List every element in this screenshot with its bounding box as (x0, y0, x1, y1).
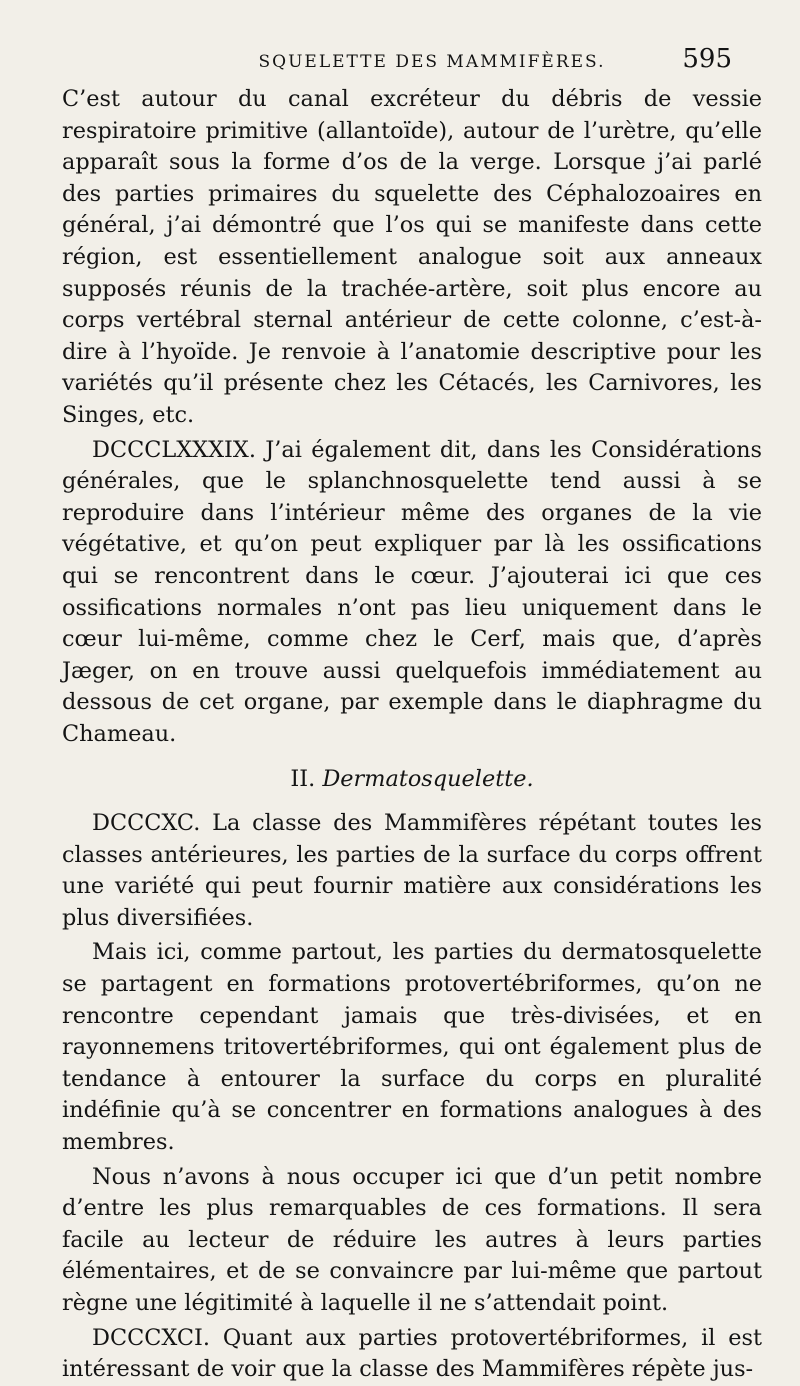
paragraph-dccclxxxix: DCCCLXXXIX. J’ai également dit, dans les Considérations générales, que le splanchnosquelette tend aussi à se reproduire dans l’intérieur même des organes de la vie végétative, et qu’on peut expliquer par là les ossifications qui se rencontrent dans le cœur. J’ajouterai ici que ces ossifications normales n’ont pas lieu uniquement dans le cœur lui-même, comme chez le Cerf, mais que, d’après Jæger, on en trouve aussi quelquefois immédiatement au dessous de cet organe, par exemple dans le diaphragme du Chameau. (62, 436, 762, 747)
paragraph-mais-ici: Mais ici, comme partout, les parties du dermatosquelette se partagent en formations protovertébriformes, qu’on ne rencontre cependant jamais que très-divisées, et en rayonnemens tritovertébriformes, qui ont également plus de tendance à entourer la surface du corps en pluralité indéfinie qu’à se concentrer en formations analogues à des membres. (62, 939, 762, 1155)
paragraph-dcccxc: DCCCXC. La classe des Mammifères répétant toutes les classes antérieures, les parties de la surface du corps offrent une variété qui peut fournir matière aux considérations les plus diversifiées. (62, 810, 762, 931)
page-number: 595 (682, 44, 732, 74)
section-name: Dermatosquelette. (322, 766, 534, 793)
running-title: SQUELETTE DES MAMMIFÈRES. (258, 52, 606, 72)
paragraph-nous: Nous n’avons à nous occuper ici que d’un petit nombre d’entre les plus remarquables de ces formations. Il sera facile au lecteur de réduire les autres à leurs parties élémentaires, et de se convaincre par lui-même que partout règne une légitimité à laquelle il ne s’attendait point. (62, 1163, 762, 1316)
section-heading (62, 764, 762, 796)
section-number: II. (290, 766, 316, 793)
paragraph-dcccxci: DCCCXCI. Quant aux parties protovertébriformes, il est intéressant de voir que la classe des Mammifères répète jus- (62, 1324, 762, 1383)
paragraph-continuation: C’est autour du canal excréteur du débris de vessie respiratoire primitive (allantoïde), autour de l’urètre, qu’elle apparaît sous la forme d’os de la verge. Lorsque j’ai parlé des parties primaires du squelette des Céphalozoaires en général, j’ai démontré que l’os qui se manifeste dans cette région, est essentiellement analogue soit aux anneaux supposés réunis de la trachée-artère, soit plus encore au corps vertébral sternal antérieur de cette colonne, c’est-à-dire à l’hyoïde. Je renvoie à l’anatomie descriptive pour les variétés qu’il présente chez les Cétacés, les Carnivores, les Singes, etc. (62, 86, 762, 428)
body-text (62, 84, 762, 1386)
running-head (142, 44, 732, 84)
